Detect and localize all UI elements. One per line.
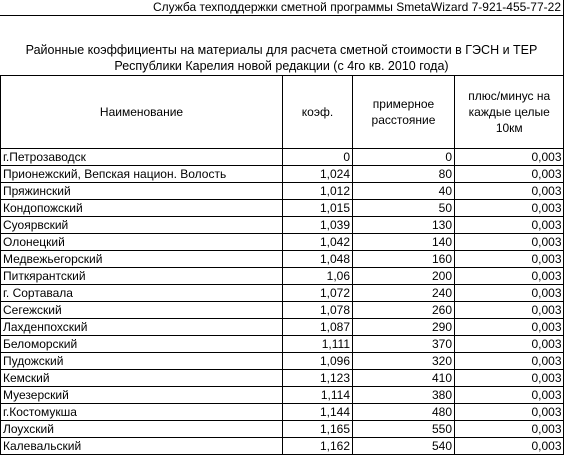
cell-coef[interactable]: 1,039 xyxy=(283,217,353,234)
cell-delta[interactable]: 0,003 xyxy=(455,438,564,455)
title-line-1: Районные коэффициенты на материалы для расчета сметной стоимости в ГЭСН и ТЕР xyxy=(25,43,538,57)
cell-delta[interactable]: 0,003 xyxy=(455,404,564,421)
table-row xyxy=(1,251,564,268)
cell-delta[interactable]: 0,003 xyxy=(455,319,564,336)
table-row xyxy=(1,387,564,404)
cell-distance[interactable]: 480 xyxy=(353,404,455,421)
cell-delta[interactable]: 0,003 xyxy=(455,336,564,353)
column-header-name: Наименование xyxy=(1,76,283,149)
cell-delta[interactable]: 0,003 xyxy=(455,149,564,166)
cell-delta[interactable]: 0,003 xyxy=(455,387,564,404)
table-row xyxy=(1,285,564,302)
table-row xyxy=(1,200,564,217)
cell-name[interactable]: Прионежский, Вепская национ. Волость xyxy=(1,166,283,183)
cell-name[interactable]: Лоухский xyxy=(1,421,283,438)
cell-delta[interactable]: 0,003 xyxy=(455,370,564,387)
cell-delta[interactable]: 0,003 xyxy=(455,234,564,251)
cell-name[interactable]: Суоярвский xyxy=(1,217,283,234)
cell-coef[interactable]: 1,123 xyxy=(283,370,353,387)
table-row xyxy=(1,268,564,285)
cell-distance[interactable]: 160 xyxy=(353,251,455,268)
table-row xyxy=(1,166,564,183)
cell-name[interactable]: Лахденпохский xyxy=(1,319,283,336)
table-row xyxy=(1,234,564,251)
cell-delta[interactable]: 0,003 xyxy=(455,285,564,302)
table-row xyxy=(1,302,564,319)
cell-delta[interactable]: 0,003 xyxy=(455,200,564,217)
cell-name[interactable]: г.Петрозаводск xyxy=(1,149,283,166)
table-row xyxy=(1,319,564,336)
cell-delta[interactable]: 0,003 xyxy=(455,353,564,370)
cell-name[interactable]: г. Сортавала xyxy=(1,285,283,302)
table-header-row xyxy=(1,76,564,149)
table-row xyxy=(1,149,564,166)
cell-distance[interactable]: 260 xyxy=(353,302,455,319)
cell-name[interactable]: Пряжинский xyxy=(1,183,283,200)
cell-distance[interactable]: 200 xyxy=(353,268,455,285)
table-body xyxy=(1,149,564,455)
column-header-coef: коэф. xyxy=(283,76,353,149)
cell-coef[interactable]: 1,015 xyxy=(283,200,353,217)
cell-delta[interactable]: 0,003 xyxy=(455,268,564,285)
cell-distance[interactable]: 370 xyxy=(353,336,455,353)
cell-distance[interactable]: 140 xyxy=(353,234,455,251)
cell-coef[interactable]: 0 xyxy=(283,149,353,166)
cell-delta[interactable]: 0,003 xyxy=(455,217,564,234)
cell-name[interactable]: Медвежьегорский xyxy=(1,251,283,268)
coefficients-table xyxy=(0,76,564,455)
cell-coef[interactable]: 1,144 xyxy=(283,404,353,421)
cell-coef[interactable]: 1,06 xyxy=(283,268,353,285)
cell-name[interactable]: Калевальский xyxy=(1,438,283,455)
cell-coef[interactable]: 1,048 xyxy=(283,251,353,268)
support-line: Служба техподдержки сметной программы SmetaWizard 7-921-455-77-22 xyxy=(0,0,563,16)
cell-name[interactable]: Пудожский xyxy=(1,353,283,370)
cell-distance[interactable]: 50 xyxy=(353,200,455,217)
cell-delta[interactable]: 0,003 xyxy=(455,302,564,319)
cell-name[interactable]: Кондопожский xyxy=(1,200,283,217)
cell-delta[interactable]: 0,003 xyxy=(455,183,564,200)
cell-distance[interactable]: 40 xyxy=(353,183,455,200)
cell-distance[interactable]: 240 xyxy=(353,285,455,302)
cell-delta[interactable]: 0,003 xyxy=(455,421,564,438)
column-header-delta: плюс/минус на каждые целые 10км xyxy=(455,76,564,149)
cell-coef[interactable]: 1,012 xyxy=(283,183,353,200)
table-row xyxy=(1,353,564,370)
cell-coef[interactable]: 1,078 xyxy=(283,302,353,319)
column-header-distance: примерное расстояние xyxy=(353,76,455,149)
cell-distance[interactable]: 0 xyxy=(353,149,455,166)
cell-distance[interactable]: 130 xyxy=(353,217,455,234)
cell-name[interactable]: Питкярантский xyxy=(1,268,283,285)
cell-distance[interactable]: 380 xyxy=(353,387,455,404)
document-title xyxy=(0,16,563,76)
cell-distance[interactable]: 540 xyxy=(353,438,455,455)
cell-name[interactable]: г.Костомукша xyxy=(1,404,283,421)
cell-coef[interactable]: 1,072 xyxy=(283,285,353,302)
cell-coef[interactable]: 1,096 xyxy=(283,353,353,370)
cell-delta[interactable]: 0,003 xyxy=(455,166,564,183)
cell-coef[interactable]: 1,042 xyxy=(283,234,353,251)
cell-coef[interactable]: 1,024 xyxy=(283,166,353,183)
cell-distance[interactable]: 290 xyxy=(353,319,455,336)
cell-coef[interactable]: 1,162 xyxy=(283,438,353,455)
table-row xyxy=(1,421,564,438)
cell-coef[interactable]: 1,114 xyxy=(283,387,353,404)
cell-distance[interactable]: 80 xyxy=(353,166,455,183)
cell-distance[interactable]: 550 xyxy=(353,421,455,438)
cell-coef[interactable]: 1,087 xyxy=(283,319,353,336)
cell-coef[interactable]: 1,165 xyxy=(283,421,353,438)
cell-name[interactable]: Беломорский xyxy=(1,336,283,353)
cell-name[interactable]: Олонецкий xyxy=(1,234,283,251)
table-row xyxy=(1,336,564,353)
cell-delta[interactable]: 0,003 xyxy=(455,251,564,268)
cell-distance[interactable]: 320 xyxy=(353,353,455,370)
cell-name[interactable]: Муезерский xyxy=(1,387,283,404)
title-line-2: Республики Карелия новой редакции (с 4го кв. 2010 года) xyxy=(114,59,449,73)
table-row xyxy=(1,404,564,421)
cell-distance[interactable]: 410 xyxy=(353,370,455,387)
table-row xyxy=(1,217,564,234)
cell-coef[interactable]: 1,111 xyxy=(283,336,353,353)
table-row xyxy=(1,370,564,387)
table-row xyxy=(1,183,564,200)
table-row xyxy=(1,438,564,455)
cell-name[interactable]: Кемский xyxy=(1,370,283,387)
cell-name[interactable]: Сегежский xyxy=(1,302,283,319)
